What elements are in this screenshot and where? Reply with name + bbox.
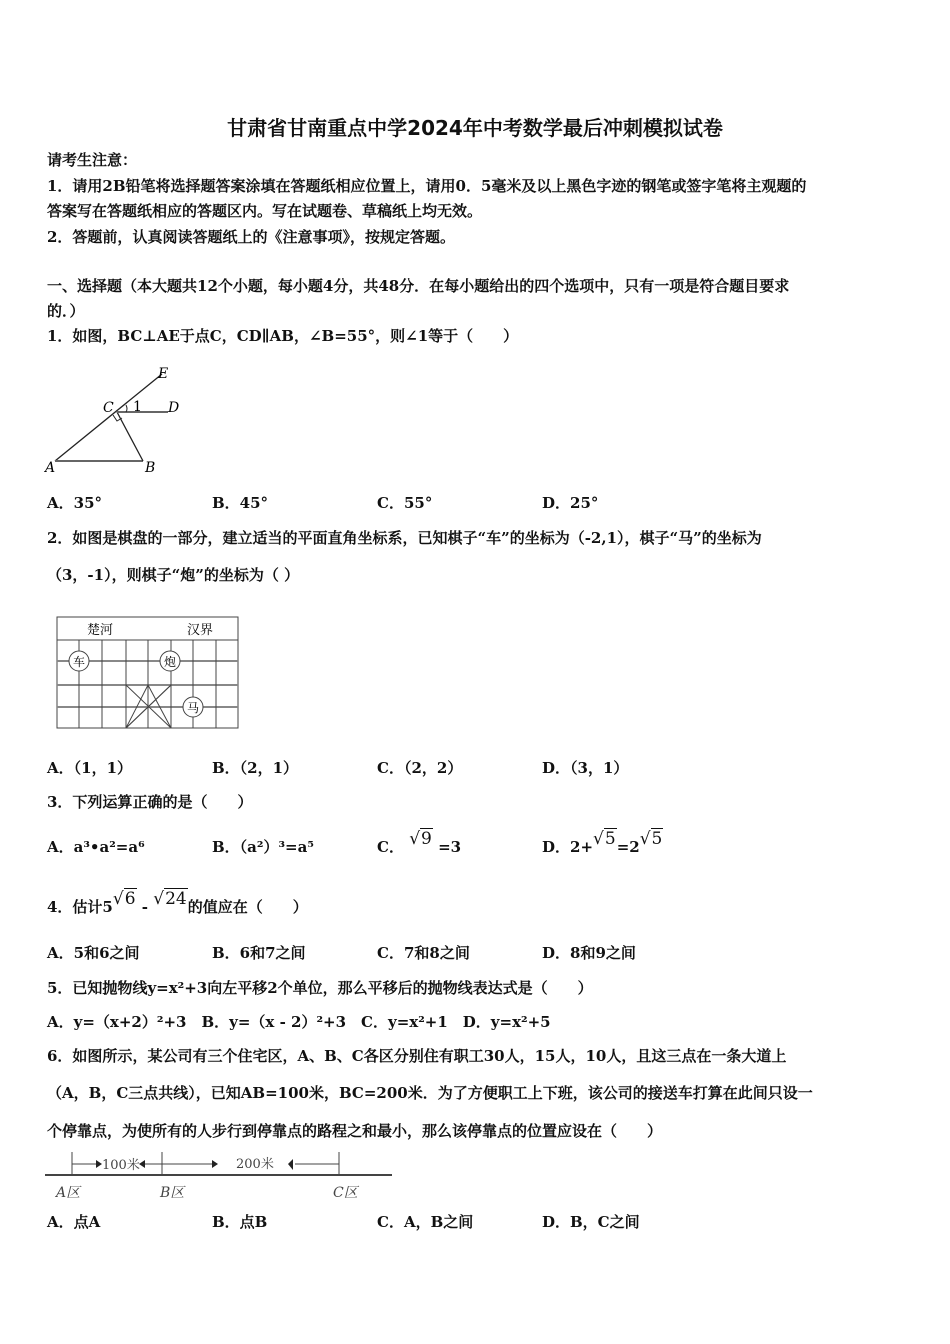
q3-stem: 3．下列运算正确的是（ ） — [47, 793, 253, 811]
q2-stem-2: （3，-1），则棋子“炮”的坐标为（ ） — [47, 566, 300, 584]
q6-option-d: D．B，C之间 — [542, 1213, 640, 1231]
notice-heading: 请考生注意： — [47, 151, 138, 169]
notice-line-1b: 答案写在答题纸相应的答题区内。写在试题卷、草稿纸上均无效。 — [47, 202, 483, 220]
zone-c-label: C区 — [333, 1185, 358, 1201]
q4-option-b: B．6和7之间 — [212, 944, 306, 962]
label-c: C — [103, 400, 114, 416]
zone-a-label: A区 — [56, 1185, 81, 1201]
sqrt-24: √24 — [153, 889, 187, 909]
q2-option-d: D．（3，1） — [542, 759, 629, 777]
q5-stem: 5．已知抛物线y=x²+3向左平移2个单位，那么平移后的抛物线表达式是（ ） — [47, 979, 593, 997]
piece-pao: 炮 — [164, 655, 177, 669]
notice-line-2: 2．答题前，认真阅读答题纸上的《注意事项》，按规定答题。 — [47, 228, 455, 246]
q1-option-d: D．25° — [542, 494, 599, 512]
piece-ma: 马 — [187, 701, 200, 715]
ab-distance-label: 100米 — [102, 1158, 140, 1173]
label-d: D — [168, 400, 180, 416]
q4-stem: 4．估计5√6 - √24的值应在（ ） — [47, 889, 308, 916]
section-heading: 一、选择题（本大题共12个小题，每小题4分，共48分．在每小题给出的四个选项中，只有一项是符合题目要求 — [47, 277, 790, 295]
zone-b-label: B区 — [160, 1185, 185, 1201]
q2-option-a: A．（1，1） — [47, 759, 133, 777]
board-label-hanjie: 汉界 — [187, 623, 214, 638]
notice-line-1: 1．请用2B铅笔将选择题答案涂填在答题纸相应位置上，请用0．5毫米及以上黑色字迹的钢笔或签字笔将主观题的 — [47, 177, 807, 195]
label-b: B — [145, 460, 156, 476]
sqrt-9: √9 — [409, 829, 432, 849]
q4-option-c: C．7和8之间 — [377, 944, 470, 962]
section-heading-cont: 的．） — [47, 302, 85, 320]
sqrt-6: √6 — [112, 889, 136, 909]
q1-option-b: B．45° — [212, 494, 269, 512]
q6-stem-3: 个停靠点，为使所有的人步行到停靠点的路程之和最小，那么该停靠点的位置应设在（ ） — [47, 1122, 663, 1140]
q4-option-a: A．5和6之间 — [47, 944, 140, 962]
q3-option-c: C． √9 =3 — [377, 829, 462, 856]
board-label-chuhe: 楚河 — [87, 623, 114, 638]
q6-option-c: C．A，B之间 — [377, 1213, 474, 1231]
q3-option-b: B．（a²）³=a⁵ — [212, 838, 314, 856]
q2-option-b: B．（2，1） — [212, 759, 299, 777]
q3-option-c-label: C． — [377, 838, 404, 856]
label-angle-1: 1 — [133, 399, 142, 415]
sqrt-5: √5 — [639, 829, 663, 849]
q1-option-a: A．35° — [47, 494, 103, 512]
label-e: E — [158, 366, 169, 382]
q5-options: A．y=（x+2）²+3 B．y=（x - 2）²+3 C．y=x²+1 D．y=x²+5 — [47, 1013, 551, 1031]
q3-option-d: D．2+√5=2√5 — [542, 829, 663, 856]
piece-che: 车 — [73, 655, 86, 669]
q3-option-a: A．a³•a²=a⁶ — [47, 838, 145, 856]
bc-distance-label: 200米 — [236, 1157, 274, 1172]
q1-option-c: C．55° — [377, 494, 433, 512]
exam-title: 甘肃省甘南重点中学2024年中考数学最后冲刺模拟试卷 — [227, 116, 723, 140]
q6-stem-2: （A，B，C三点共线），已知AB=100米，BC=200米．为了方便职工上下班，该公司的接送车打算在此间只设一 — [47, 1084, 813, 1102]
q6-stem-1: 6．如图所示，某公司有三个住宅区，A、B、C各区分别住有职工30人，15人，10人，且这三点在一条大道上 — [47, 1047, 787, 1065]
label-a: A — [45, 460, 56, 476]
q2-stem-1: 2．如图是棋盘的一部分，建立适当的平面直角坐标系，已知棋子“车”的坐标为（-2,1），棋子“马”的坐标为 — [47, 529, 762, 547]
q1-stem: 1．如图，BC⊥AE于点C，CD∥AB，∠B=55°，则∠1等于（ ） — [47, 327, 519, 345]
q6-option-a: A．点A — [47, 1213, 101, 1231]
q4-option-d: D．8和9之间 — [542, 944, 636, 962]
q6-option-b: B．点B — [212, 1213, 268, 1231]
q2-option-c: C．（2，2） — [377, 759, 463, 777]
sqrt-5: √5 — [593, 829, 616, 849]
